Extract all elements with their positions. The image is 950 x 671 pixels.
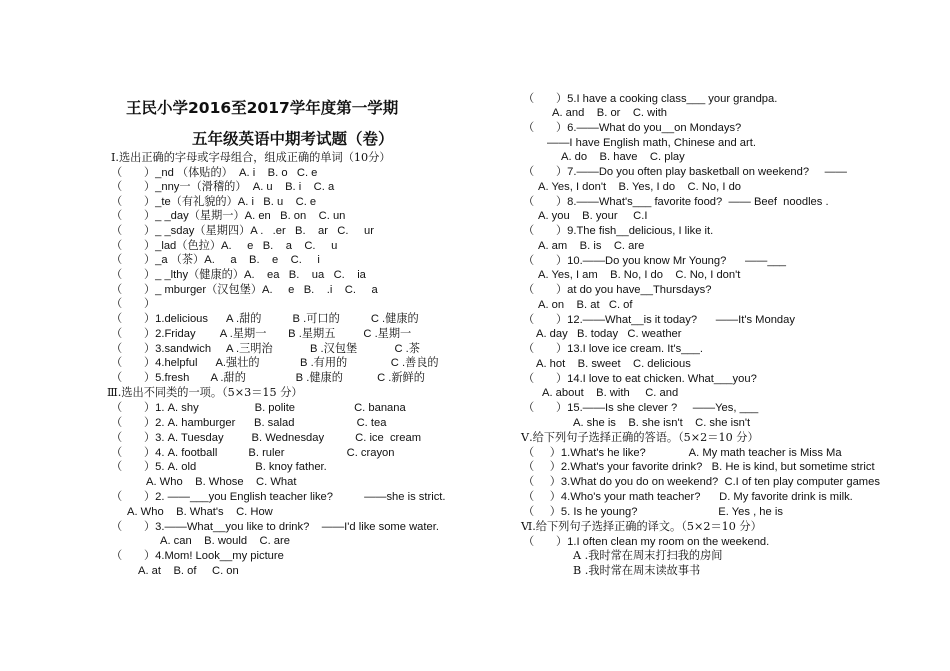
question-line: （ ）_te（有礼貌的）A. i B. u C. e (111, 196, 317, 208)
question-line: （ ）2. ——___you English teacher like? ——she is strict. (111, 491, 446, 503)
question-line: （ ）1.I often clean my room on the weekend. (523, 536, 770, 548)
question-line: （ ）_nny一（滑稽的） A. u B. i C. a (111, 181, 335, 193)
question-line: （ ）4.Who's your math teacher? D. My favorite drink is milk. (523, 491, 853, 503)
exam-title-line2: 五年级英语中期考试题（卷） (192, 130, 394, 148)
question-line: （ ）2.What's your favorite drink? B. He is kind, but sometime strict (523, 461, 875, 473)
question-line: （ ）5. A. old B. knoy father. (111, 461, 327, 473)
question-line: （ ）14.I love to eat chicken. What___you? (523, 373, 757, 385)
answer-options: A. and B. or C. with (552, 107, 668, 119)
translation-option: A .我时常在周末打扫我的房间 (573, 549, 723, 562)
question-line: （ ）4. A. football B. ruler C. crayon (111, 447, 395, 459)
exam-title-line1: 王民小学2016至2017学年度第一学期 (126, 99, 399, 117)
section6-heading: Ⅵ.给下列句子选择正确的译文。（5×2＝10 分） (521, 520, 762, 533)
answer-options: A. she is B. she isn't C. she isn't (573, 417, 751, 429)
question-line: （ ）9.The fish__delicious, I like it. (523, 225, 714, 237)
section1-heading: Ⅰ.选出正确的字母或字母组合，组成正确的单词（10分） (111, 151, 391, 164)
question-line: （ ）_ _lthy（健康的）A. ea B. ua C. ia (111, 269, 366, 281)
question-line: （ ）2. A. hamburger B. salad C. tea (111, 417, 387, 429)
question-line: （ ）at do you have__Thursdays? (523, 284, 712, 296)
section3-heading: Ⅲ.选出不同类的一项。（5×3＝15 分） (107, 386, 303, 399)
answer-options: A. Yes, I am B. No, I do C. No, I don't (538, 269, 741, 281)
translation-option: B .我时常在周末读故事书 (573, 564, 701, 577)
question-line: （ ）4.helpful A.强壮的 B .有用的 C .善良的 (111, 357, 439, 369)
answer-options: A. Who B. Whose C. What (146, 476, 297, 488)
question-line: （ ）3.What do you do on weekend? C.I of ten play computer games (523, 476, 880, 488)
question-line: （ ）1.What's he like? A. My math teacher is Miss Ma (523, 447, 842, 459)
question-line: （ ）_nd （体贴的） A. i B. o C. e (111, 167, 318, 179)
question-line: （ ）3.sandwich A .三明治 B .汉包堡 C .茶 (111, 343, 420, 355)
question-line: （ ）1.delicious A .甜的 B .可口的 C .健康的 (111, 313, 419, 325)
question-line: （ ）_ mburger（汉包堡）A. e B. .i C. a (111, 284, 378, 296)
question-line: （ ）7.——Do you often play basketball on weekend? —— (523, 166, 847, 178)
question-line: （ ）5.I have a cooking class___ your grandpa. (523, 93, 778, 105)
question-line: （ ）5. Is he young? E. Yes , he is (523, 506, 783, 518)
question-line: （ ） (111, 298, 156, 310)
answer-options: A. do B. have C. play (561, 151, 685, 163)
question-line: （ ）1. A. shy B. polite C. banana (111, 402, 406, 414)
answer-line: ——I have English math, Chinese and art. (547, 137, 756, 149)
question-line: （ ）10.——Do you know Mr Young? ——___ (523, 255, 787, 267)
answer-options: A. Who B. What's C. How (127, 506, 273, 518)
answer-options: A. on B. at C. of (538, 299, 633, 311)
question-line: （ ）_ _sday（星期四）A . .er B. ar C. ur (111, 225, 374, 237)
question-line: （ ）15.——Is she clever ? ——Yes, ___ (523, 402, 759, 414)
question-line: （ ）13.I love ice cream. It's___. (523, 343, 703, 355)
answer-options: A. can B. would C. are (160, 535, 290, 547)
question-line: （ ）3. A. Tuesday B. Wednesday C. ice cream (111, 432, 422, 444)
answer-options: A. day B. today C. weather (536, 328, 682, 340)
answer-options: A. Yes, I don't B. Yes, I do C. No, I do (538, 181, 742, 193)
answer-options: A. am B. is C. are (538, 240, 645, 252)
answer-options: A. about B. with C. and (542, 387, 679, 399)
question-line: （ ）_lad（色拉）A. e B. a C. u (111, 240, 338, 252)
question-line: （ ）5.fresh A .甜的 B .健康的 C .新鲜的 (111, 372, 425, 384)
question-line: （ ）4.Mom! Look__my picture (111, 550, 284, 562)
question-line: （ ）2.Friday A .星期一 B .星期五 C .星期一 (111, 328, 412, 340)
question-line: （ ）3.——What__you like to drink? ——I'd like some water. (111, 521, 439, 533)
question-line: （ ）8.——What's___ favorite food? —— Beef noodles . (523, 196, 829, 208)
answer-options: A. you B. your C.I (538, 210, 648, 222)
question-line: （ ）_ _day（星期一）A. en B. on C. un (111, 210, 346, 222)
question-line: （ ）_a （茶）A. a B. e C. i (111, 254, 320, 266)
answer-options: A. hot B. sweet C. delicious (536, 358, 691, 370)
question-line: （ ）6.——What do you__on Mondays? (523, 122, 742, 134)
section5-heading: Ⅴ.给下列句子选择正确的答语。（5×2＝10 分） (521, 431, 759, 444)
answer-options: A. at B. of C. on (138, 565, 239, 577)
question-line: （ ）12.——What__is it today? ——It's Monday (523, 314, 795, 326)
